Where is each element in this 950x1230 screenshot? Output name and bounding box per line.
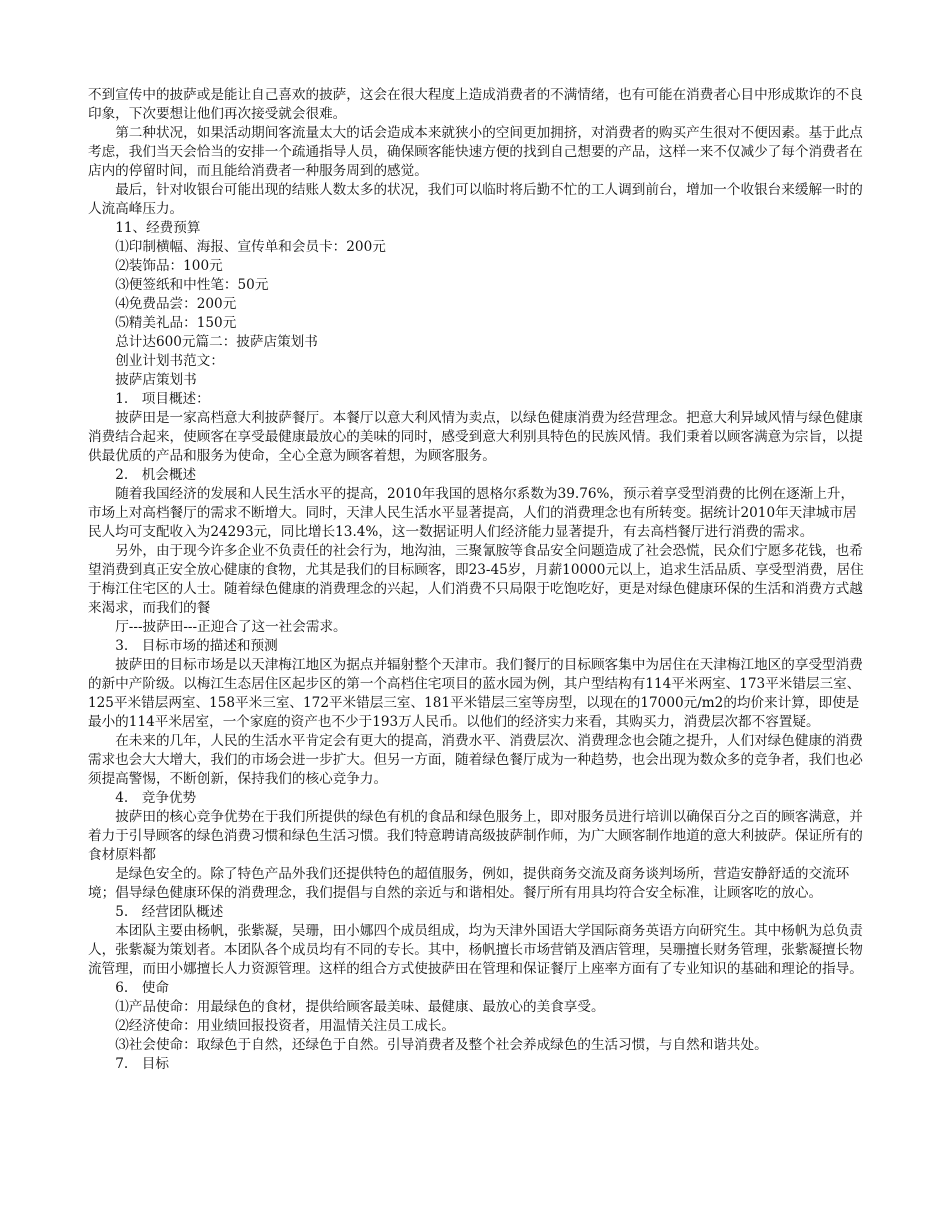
- paragraph: 总计达600元篇二：披萨店策划书: [115, 334, 318, 350]
- section-heading: 2. 机会概述: [115, 467, 197, 483]
- paragraph: 披萨田是一家高档意大利披萨餐厅。本餐厅以意大利风情为卖点，以绿色健康消费为经营理念。把意大利异域风情与绿色健康消费结合起来，使顾客在享受最健康最放心的美味的同时，感受到意大利别具特色的民族风情。我们秉着以顾客满意为宗旨，以提供最优质的产品和服务为使命，全心全意为顾客着想，为顾客服务。: [88, 410, 863, 464]
- section-heading: 7. 目标: [115, 1056, 169, 1072]
- list-item: ⑸精美礼品：150元: [115, 315, 237, 331]
- list-item: ⑶便签纸和中性笔：50元: [115, 277, 269, 293]
- paragraph: 最后，针对收银台可能出现的结账人数太多的状况，我们可以临时将后勤不忙的工人调到前台，增加一个收银台来缓解一时的人流高峰压力。: [88, 182, 863, 217]
- document-page: [88, 86, 866, 1074]
- section-heading: 6. 使命: [115, 980, 169, 996]
- list-item: ⑶社会使命：取绿色于自然，还绿色于自然。引导消费者及整个社会养成绿色的生活习惯，与自然和谐共处。: [115, 1037, 768, 1053]
- list-item: ⑵经济使命：用业绩回报投资者，用温情关注员工成长。: [115, 1018, 456, 1034]
- paragraph: 另外，由于现今许多企业不负责任的社会行为，地沟油，三聚氰胺等食品安全问题造成了社会恐慌，民众们宁愿多花钱，也希望消费到真正安全放心健康的食物，尤其是我们的目标顾客，即23-45岁，月薪10000元以上，追求生活品质、享受型消费，居住于梅江住宅区的人士。随着绿色健康的消费理念的兴起，人们消费不只局限于吃饱吃好，更是对绿色健康环保的生活和消费方式越来渴求，而我们的餐: [88, 543, 864, 616]
- section-heading: 5. 经营团队概述: [115, 904, 224, 920]
- section-heading: 11、经费预算: [115, 220, 201, 236]
- paragraph: 第二种状况，如果活动期间客流量太大的话会造成本来就狭小的空间更加拥挤，对消费者的购买产生很对不便因素。基于此点考虑，我们当天会恰当的安排一个疏通指导人员，确保顾客能快速方便的找到自己想要的产品，这样一来不仅减少了每个消费者在店内的停留时间，而且能给消费者一种服务周到的感觉。: [88, 125, 863, 179]
- paragraph: 厅---披萨田---正迎合了这一社会需求。: [115, 619, 347, 635]
- list-item: ⑴产品使命：用最绿色的食材，提供给顾客最美味、最健康、最放心的美食享受。: [115, 999, 605, 1015]
- paragraph: 是绿色安全的。除了特色产品外我们还提供特色的超值服务，例如，提供商务交流及商务谈判场所，营造安静舒适的交流环境；倡导绿色健康环保的消费理念，我们提倡与自然的亲近与和谐相处。餐厅所有用具均符合安全标准，让顾客吃的放心。: [88, 866, 850, 901]
- paragraph: 不到宣传中的披萨或是能让自己喜欢的披萨，这会在很大程度上造成消费者的不满情绪，也有可能在消费者心目中形成欺诈的不良印象，下次要想让他们再次接受就会很难。: [88, 87, 863, 122]
- list-item: ⑷免费品尝：200元: [115, 296, 237, 312]
- section-heading: 1. 项目概述：: [115, 391, 210, 407]
- document-title: 披萨店策划书: [115, 372, 197, 388]
- section-heading: 3. 目标市场的描述和预测: [115, 638, 278, 654]
- paragraph: 在未来的几年，人民的生活水平肯定会有更大的提高，消费水平、消费层次、消费理念也会随之提升，人们对绿色健康的消费需求也会大大增大，我们的市场会进一步扩大。但另一方面，随着绿色餐厅成为一种趋势，也会出现为数众多的竞争者，我们也必须提高警惕，不断创新，保持我们的核心竞争力。: [88, 733, 863, 787]
- paragraph: 本团队主要由杨帆，张紫凝，吴珊，田小娜四个成员组成，均为天津外国语大学国际商务英语方向研究生。其中杨帆为总负责人，张紫凝为策划者。本团队各个成员均有不同的专长。其中，杨帆擅长市场营销及酒店管理，吴珊擅长财务管理，张紫凝擅长物流管理，而田小娜擅长人力资源管理。这样的组合方式使披萨田在管理和保证餐厅上座率方面有了专业知识的基础和理论的指导。: [88, 923, 863, 977]
- paragraph: 随着我国经济的发展和人民生活水平的提高，2010年我国的恩格尔系数为39.76%，预示着享受型消费的比例在逐渐上升，市场上对高档餐厅的需求不断增大。同时，天津人民生活水平显著提高，人们的消费理念也有所转变。据统计2010年天津城市居民人均可支配收入为24293元，同比增长13.4%，这一数据证明人们经济能力显著提升，有去高档餐厅进行消费的需求。: [88, 486, 857, 540]
- list-item: ⑴印制横幅、海报、宣传单和会员卡：200元: [115, 239, 386, 255]
- paragraph: 披萨田的核心竞争优势在于我们所提供的绿色有机的食品和绿色服务上，即对服务员进行培训以确保百分之百的顾客满意，并着力于引导顾客的绿色消费习惯和绿色生活习惯。我们特意聘请高级披萨制作师，为广大顾客制作地道的意大利披萨。保证所有的食材原料都: [88, 809, 863, 863]
- paragraph: 创业计划书范文：: [115, 353, 224, 369]
- section-heading: 4. 竞争优势: [115, 790, 197, 806]
- paragraph: 披萨田的目标市场是以天津梅江地区为据点并辐射整个天津市。我们餐厅的目标顾客集中为居住在天津梅江地区的享受型消费的新中产阶级。以梅江生态居住区起步区的第一个高档住宅项目的蓝水园为例，其户型结构有114平米两室、173平米错层三室、125平米错层两室、158平米三室、172平米错层三室、181平米错层三室等房型，以现在的17000元/m2的均价来计算，即使是最小的114平米居室，一个家庭的资产也不少于193万人民币。以他们的经济实力来看，其购买力，消费层次都不容置疑。: [88, 657, 863, 730]
- list-item: ⑵装饰品：100元: [115, 258, 223, 274]
